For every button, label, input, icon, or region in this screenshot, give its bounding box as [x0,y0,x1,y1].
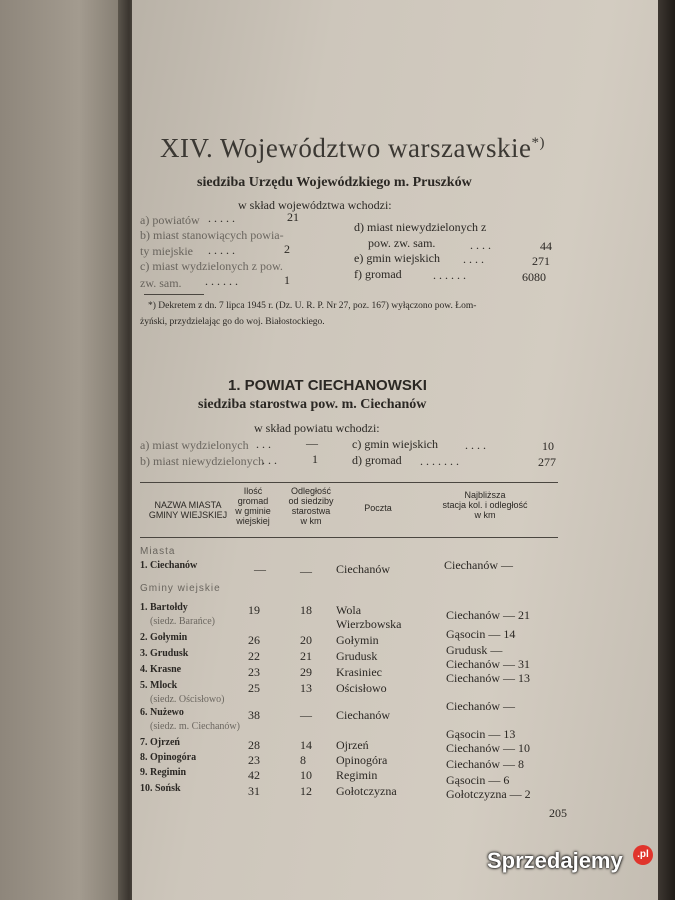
gmina-dist: 14 [300,738,312,752]
voivodeship-seat: siedziba Urzędu Wojewódzkiego m. Pruszków [197,175,472,190]
gmina-station: Gołotczyzna — 2 [446,787,531,801]
powiat-stat-label: b) miast niewydzielonych [140,454,264,468]
gmina-dist: 29 [300,665,312,679]
gmina-post: Wola [336,603,362,617]
col-header-count: Ilość gromad w gminie wiejskiej [235,486,271,526]
gmina-station: Ciechanów — 31 [446,657,530,671]
gmina-post: Ciechanów [336,708,390,722]
gmina-name: 7. Ojrzeń [140,737,180,748]
stat-leader: . . . . . . [205,274,238,288]
gmina-post: Gołymin [336,633,379,647]
gmina-count: 28 [248,738,260,752]
gmina-count: 26 [248,633,260,647]
powiat-stat-label: c) gmin wiejskich [352,437,438,451]
stat-leader: . . . [256,437,271,451]
gmina-post: Ościsłowo [336,681,387,695]
gmina-count: 38 [248,708,260,722]
stat-leader: . . . . [470,238,491,252]
stat-value: 21 [287,210,299,224]
gmina-count: 23 [248,753,260,767]
gmina-post: Ojrzeń [336,738,369,752]
town-post: Ciechanów [336,562,390,576]
stat-leader: . . . . . . [433,268,466,282]
gmina-station: Ciechanów — 21 [446,608,530,622]
section-towns: Miasta [140,546,176,557]
col-header-distance: Odległość od siedziby starostwa w km [288,486,334,526]
gmina-count: 22 [248,649,260,663]
gmina-station: Grudusk — [446,643,503,657]
stat-leader: . . . . . . . [420,454,459,468]
gmina-station: Ciechanów — 13 [446,671,530,685]
gmina-dist: 13 [300,681,312,695]
stat-label: a) powiatów [140,213,200,227]
gmina-station: Ciechanów — 8 [446,757,524,771]
footnote-line: *) Dekretem z dn. 7 lipca 1945 r. (Dz. U. R. P. Nr 27, poz. 167) wyłączono pow. Łom- [148,301,477,311]
page-number: 205 [549,806,567,820]
powiat-stat-label: a) miast wydzielonych [140,438,249,452]
gmina-seat: (siedz. Barańce) [150,616,215,627]
footnote-rule [144,294,204,295]
stat-value: 2 [284,242,290,256]
chapter-title [160,133,545,164]
col-header-station: Najbliższa stacja kol. i odległość w km [442,490,528,520]
gmina-dist: 20 [300,633,312,647]
gmina-name: 8. Opinogóra [140,752,197,763]
gmina-dist: 18 [300,603,312,617]
gmina-station: Ciechanów — [446,699,515,713]
section-gminas: Gminy wiejskie [140,583,221,594]
stat-value: 1 [284,273,290,287]
powiat-title: 1. POWIAT CIECHANOWSKI [228,377,427,394]
stat-leader: . . . [262,453,277,467]
stat-label: pow. zw. sam. [368,236,436,250]
stat-value: 6080 [522,270,546,284]
gmina-dist: 12 [300,784,312,798]
gmina-post: Opinogóra [336,753,388,767]
stat-leader: . . . . . [208,243,235,257]
gmina-seat: (siedz. Ościsłowo) [150,694,225,705]
powiat-stat-value: — [306,436,318,450]
town-station: Ciechanów — [444,558,513,572]
stat-leader: . . . . [463,252,484,266]
gmina-dist: 21 [300,649,312,663]
stat-label: c) miast wydzielonych z pow. [140,259,283,273]
powiat-stat-value: 277 [538,455,556,469]
gmina-station: Gąsocin — 13 [446,727,516,741]
gmina-name: 6. Nużewo [140,707,184,718]
stat-leader: . . . . [465,438,486,452]
town-name: 1. Ciechanów [140,560,198,571]
chapter-title-note: *) [531,135,545,151]
powiat-seat: siedziba starostwa pow. m. Ciechanów [198,397,427,412]
stat-label: f) gromad [354,267,402,281]
watermark-badge: .pl [633,845,653,865]
gmina-name: 1. Bartołdy [140,602,188,613]
footnote-line: żyński, przydzielając go do woj. Białostockiego. [140,317,325,327]
gmina-post: Krasiniec [336,665,382,679]
gmina-count: 25 [248,681,260,695]
gmina-post: Gołotczyzna [336,784,397,798]
powiat-stat-value: 1 [312,452,318,466]
gmina-count: 19 [248,603,260,617]
gmina-post: Regimin [336,768,378,782]
stat-label: e) gmin wiejskich [354,251,440,265]
gmina-station: Gąsocin — 6 [446,773,510,787]
stat-label: zw. sam. [140,276,182,290]
stat-value: 271 [532,254,550,268]
voivodeship-composition-label: w skład województwa wchodzi: [238,198,392,212]
powiat-stat-value: 10 [542,439,554,453]
gmina-name: 4. Krasne [140,664,182,675]
gmina-count: 42 [248,768,260,782]
gmina-name: 9. Regimin [140,767,187,778]
facing-page [0,0,132,900]
gmina-dist: 10 [300,768,312,782]
gmina-post: Grudusk [336,649,378,663]
gmina-name: 10. Sońsk [140,783,181,794]
gmina-seat: (siedz. m. Ciechanów) [150,721,240,732]
stat-leader: . . . . . [208,211,235,225]
col-header-post: Poczta [364,503,392,513]
gmina-post-line2: Wierzbowska [336,617,402,631]
table-header-rule [140,537,558,538]
gmina-station: Ciechanów — 10 [446,741,530,755]
town-dist: — [300,564,312,578]
stat-value: 44 [540,239,552,253]
gmina-dist: — [300,708,312,722]
stat-label: ty miejskie [140,244,193,258]
col-header-name: NAZWA MIASTA GMINY WIEJSKIEJ [148,500,228,520]
table-top-rule [140,482,558,483]
gmina-dist: 8 [300,753,306,767]
gmina-name: 2. Gołymin [140,632,188,643]
page-edge-shadow [658,0,675,900]
watermark-logo: Sprzedajemy [487,848,623,873]
powiat-composition-label: w skład powiatu wchodzi: [254,421,380,435]
powiat-stat-label: d) gromad [352,453,402,467]
town-count: — [254,562,266,576]
gmina-name: 5. Mlock [140,680,178,691]
gmina-count: 23 [248,665,260,679]
stat-label: b) miast stanowiących powia- [140,228,284,242]
chapter-title-text: XIV. Województwo warszawskie [160,133,532,163]
gmina-station: Gąsocin — 14 [446,627,516,641]
stat-label: d) miast niewydzielonych z [354,220,487,234]
gmina-name: 3. Grudusk [140,648,189,659]
gmina-count: 31 [248,784,260,798]
